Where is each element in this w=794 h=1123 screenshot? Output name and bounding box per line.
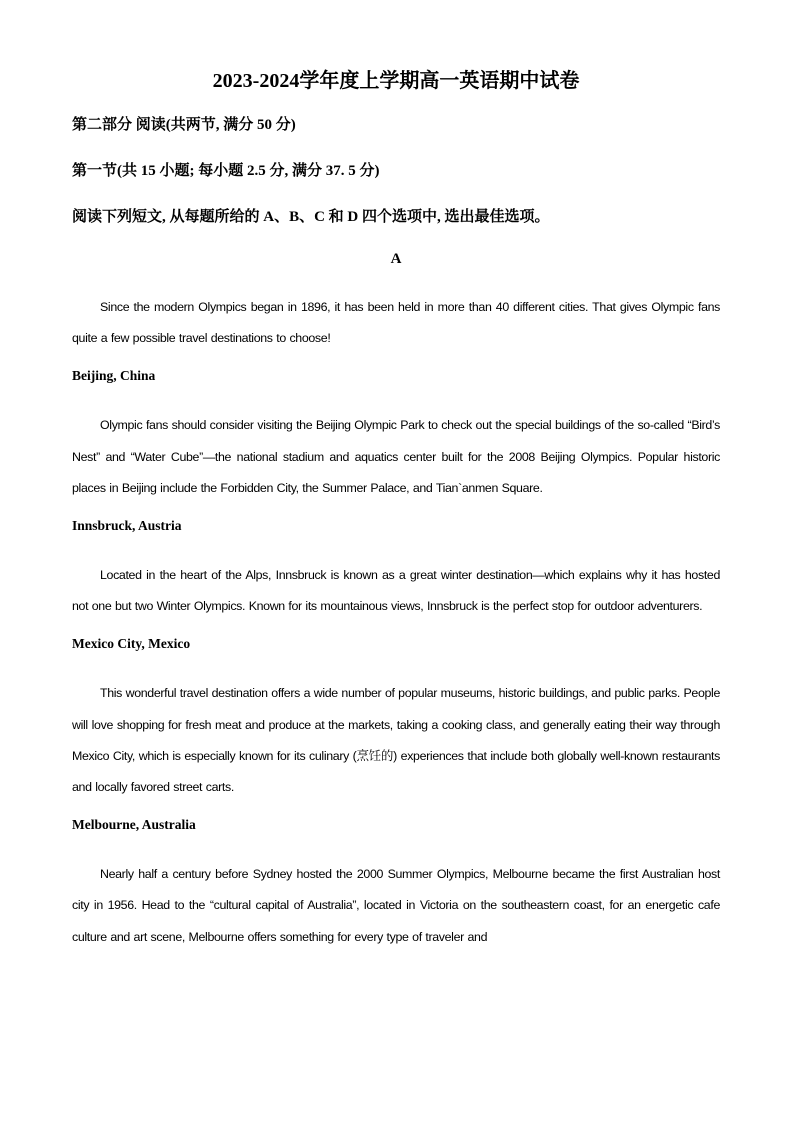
exam-title: 2023-2024学年度上学期高一英语期中试卷 (212, 70, 580, 92)
passage-letter: A (390, 251, 402, 267)
section-text-beijing: Olympic fans should consider visiting the Beijing Olympic Park to check out the special buildings of the so-called “Bird’s Nest” and “Water Cube”—the national stadium and aquatics center built for the 2008 Beijing Olympics. Popular historic places in Beijing include the Forbidden City, the Summer Palace, and Tian`anmen Square. (72, 418, 720, 495)
section-text-mexico-city: This wonderful travel destination offers a wide number of popular museums, historic buildings, and public parks. People will love shopping for fresh meat and produce at the markets, taking a cooking class, and generally eating their way through Mexico City, which is especially known for its culinary (烹饪的) experiences that include both globally well-known restaurants and locally favored street carts. (72, 686, 720, 795)
part-heading: 第二部分 阅读(共两节, 满分 50 分) (72, 117, 296, 133)
section-heading-innsbruck: Innsbruck, Austria (72, 518, 182, 534)
instruction-text: 阅读下列短文, 从每题所给的 A、B、C 和 D 四个选项中, 选出最佳选项。 (72, 209, 550, 225)
section-heading-melbourne: Melbourne, Australia (72, 817, 196, 833)
intro-paragraph: Since the modern Olympics began in 1896, it has been held in more than 40 different cities. That gives Olympic fans quite a few possible travel destinations to choose! (72, 300, 720, 346)
exam-page (72, 66, 720, 965)
section-heading-beijing: Beijing, China (72, 368, 156, 384)
section-text-innsbruck: Located in the heart of the Alps, Innsbruck is known as a great winter destination—which explains why it has hosted not one but two Winter Olympics. Known for its mountainous views, Innsbruck is the perfect stop for outdoor adventurers. (72, 568, 720, 614)
section-heading: 第一节(共 15 小题; 每小题 2.5 分, 满分 37. 5 分) (72, 163, 380, 179)
section-text-melbourne: Nearly half a century before Sydney hosted the 2000 Summer Olympics, Melbourne became the first Australian host city in 1956. Head to the “cultural capital of Australia”, located in Victoria on the southeastern coast, for an energetic cafe culture and art scene, Melbourne offers something for every type of traveler and (72, 867, 720, 944)
section-heading-mexico-city: Mexico City, Mexico (72, 636, 191, 652)
